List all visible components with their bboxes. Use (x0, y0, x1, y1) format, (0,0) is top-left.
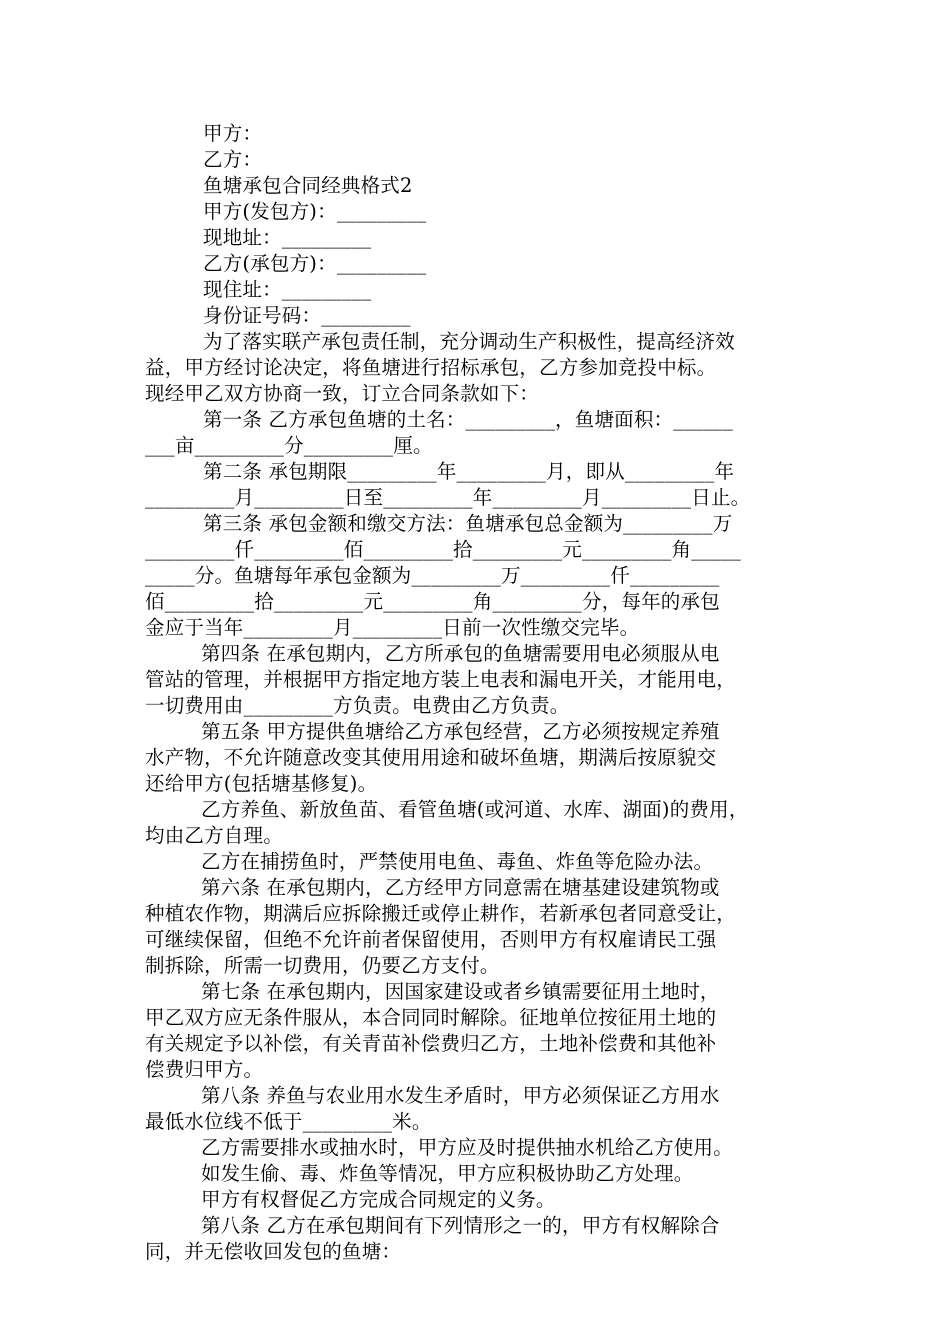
text-line: 同，并无偿收回发包的鱼塘： (145, 1240, 402, 1263)
text-line: 第八条 养鱼与农业用水发生矛盾时，甲方必须保证乙方用水 (201, 1084, 720, 1107)
text-line: 甲乙双方应无条件服从，本合同同时解除。征地单位按征用土地的 (145, 1006, 717, 1029)
text-line: 有关规定予以补偿，有关青苗补偿费归乙方，土地补偿费和其他补 (145, 1032, 717, 1055)
text-line: 现住址：_________ (203, 278, 372, 301)
text-line: 第二条 承包期限_________年_________月，即从_________年 (203, 460, 735, 483)
text-line: _________月_________日至_________年_________月_________日止。 (145, 486, 751, 509)
text-line: 最低水位线不低于_________米。 (145, 1110, 432, 1133)
text-line: 甲方有权督促乙方完成合同规定的义务。 (201, 1188, 556, 1211)
text-line: 第五条 甲方提供鱼塘给乙方承包经营，乙方必须按规定养殖 (201, 720, 720, 743)
text-line: 第七条 在承包期内，因国家建设或者乡镇需要征用土地时， (201, 980, 720, 1003)
text-line: 乙方需要排水或抽水时，甲方应及时提供抽水机给乙方使用。 (201, 1136, 733, 1159)
text-line: 现地址：_________ (203, 226, 372, 249)
text-line: 种植农作物，期满后应拆除搬迁或停止耕作，若新承包者同意受让， (145, 902, 737, 925)
text-line: 佰_________拾_________元_________角_________分，每年的承包 (145, 590, 720, 613)
text-line: 甲方： (203, 122, 263, 145)
text-line: 还给甲方(包括塘基修复)。 (145, 772, 378, 795)
text-line: 第四条 在承包期内，乙方所承包的鱼塘需要用电必须服从电 (201, 642, 720, 665)
text-line: _____分。鱼塘每年承包金额为_________万_________仟_________ (145, 564, 720, 587)
text-line: 第八条 乙方在承包期间有下列情形之一的，甲方有权解除合 (201, 1214, 720, 1237)
text-line: 如发生偷、毒、炸鱼等情况，甲方应积极协助乙方处理。 (201, 1162, 694, 1185)
text-line: 金应于当年_________月_________日前一次性缴交完毕。 (145, 616, 640, 639)
text-line: 第一条 乙方承包鱼塘的土名：_________，鱼塘面积：______ (203, 408, 733, 431)
text-line: 乙方： (203, 148, 263, 171)
text-line: 水产物，不允许随意改变其使用用途和破坏鱼塘，期满后按原貌交 (145, 746, 717, 769)
text-line: 乙方在捕捞鱼时，严禁使用电鱼、毒鱼、炸鱼等危险办法。 (201, 850, 714, 873)
text-line: _________仟_________佰_________拾_________元_________角_____ (145, 538, 741, 561)
text-line: 制拆除，所需一切费用，仍要乙方支付。 (145, 954, 500, 977)
text-line: ___亩_________分_________厘。 (145, 434, 433, 457)
text-line: 第六条 在承包期内，乙方经甲方同意需在塘基建设建筑物或 (201, 876, 720, 899)
text-line: 可继续保留，但绝不允许前者保留使用，否则甲方有权雇请民工强 (145, 928, 717, 951)
contract-body (145, 121, 810, 1265)
text-line: 一切费用由_________方负责。电费由乙方负责。 (145, 694, 570, 717)
text-line: 为了落实联产承包责任制，充分调动生产积极性，提高经济效 (203, 330, 735, 353)
text-line: 均由乙方自理。 (145, 824, 283, 847)
text-line: 乙方养鱼、新放鱼苗、看管鱼塘(或河道、水库、湖面)的费用， (201, 798, 749, 821)
text-line: 甲方(发包方)：_________ (203, 200, 427, 223)
text-line: 身份证号码：_________ (203, 304, 411, 327)
text-line: 偿费归甲方。 (145, 1058, 264, 1081)
text-line: 乙方(承包方)：_________ (203, 252, 427, 275)
text-line: 第三条 承包金额和缴交方法：鱼塘承包总金额为_________万 (203, 512, 733, 535)
text-line: 管站的管理，并根据甲方指定地方装上电表和漏电开关，才能用电， (145, 668, 737, 691)
text-line: 益，甲方经讨论决定，将鱼塘进行招标承包，乙方参加竞投中标。 (145, 356, 717, 379)
text-line: 现经甲乙双方协商一致，订立合同条款如下： (145, 382, 540, 405)
text-line: 鱼塘承包合同经典格式2 (203, 174, 413, 197)
